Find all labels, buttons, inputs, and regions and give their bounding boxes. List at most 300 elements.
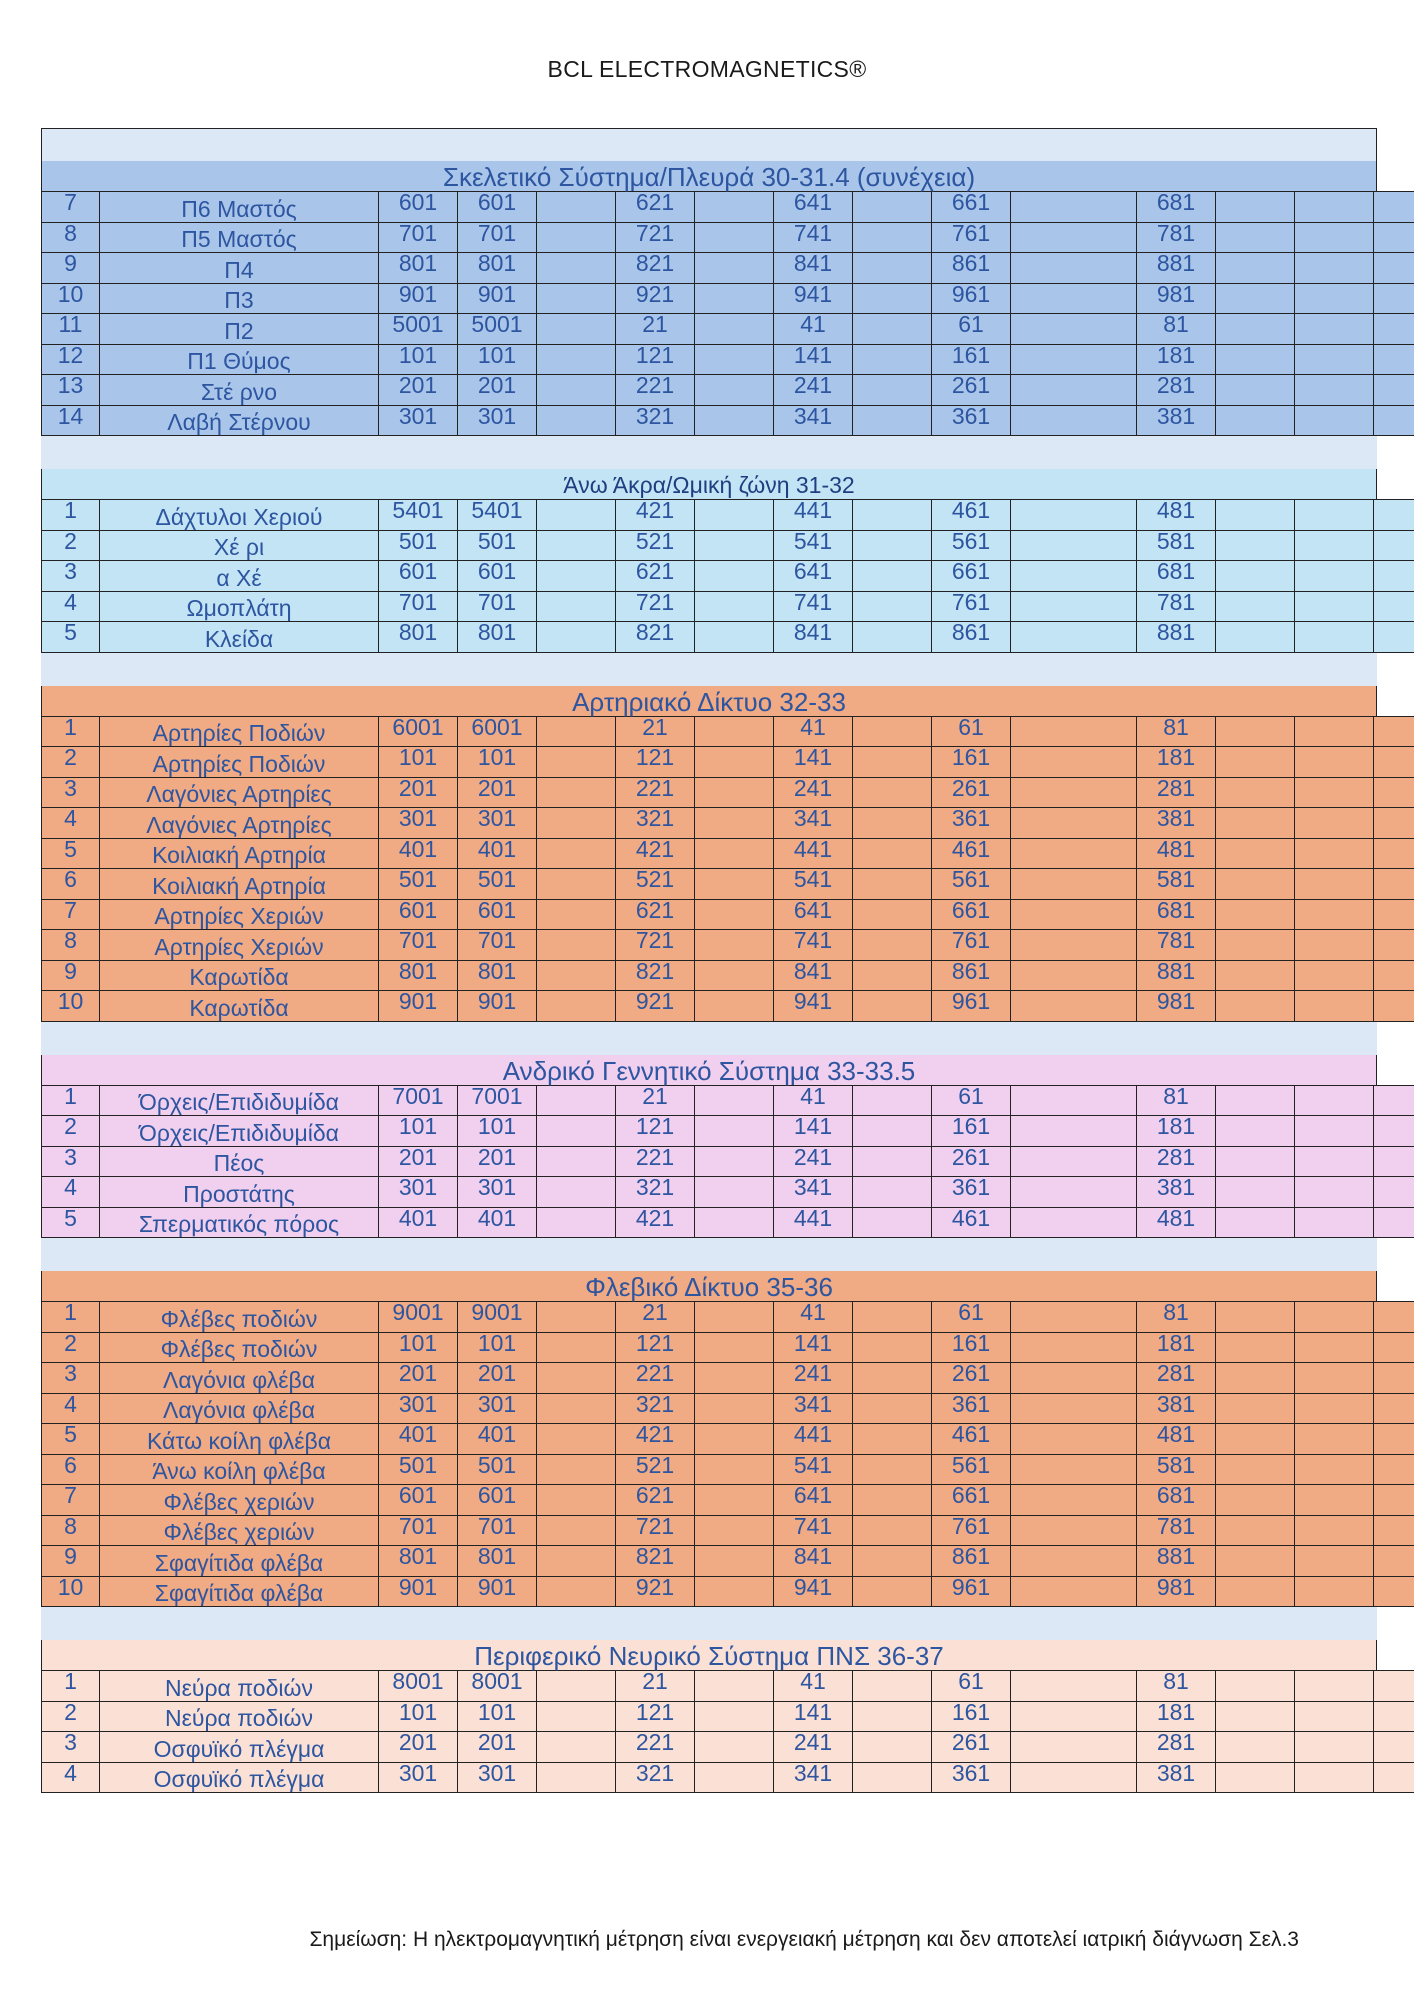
empty-cell (1011, 960, 1137, 991)
empty-cell (1216, 500, 1295, 531)
value-cell: 501 (379, 530, 458, 561)
footer-note: Σημείωση: Η ηλεκτρομαγνητική μέτρηση είναι ενεργειακή μέτρηση και δεν αποτελεί ιατρική διάγνωση Σελ.3 (309, 1928, 1299, 1951)
value-cell: 301 (379, 1177, 458, 1208)
value-cell: 441 (774, 838, 853, 869)
value-cell: 121 (616, 1332, 695, 1363)
empty-cell (1216, 838, 1295, 869)
value-cell: 341 (774, 808, 853, 839)
value-cell: 141 (774, 1701, 853, 1732)
value-cell: 581 (1137, 530, 1216, 561)
value-cell: 701 (458, 930, 537, 961)
value-cell: 921 (616, 1576, 695, 1607)
empty-cell (1374, 808, 1414, 839)
empty-cell (1295, 1701, 1374, 1732)
value-cell: 341 (774, 1177, 853, 1208)
empty-cell (1295, 1576, 1374, 1607)
empty-cell (1295, 222, 1374, 253)
value-cell: 701 (379, 591, 458, 622)
value-cell: 901 (458, 991, 537, 1022)
empty-cell (853, 1363, 932, 1394)
row-number: 9 (42, 253, 100, 284)
organ-name: Χέ ρι (100, 530, 379, 561)
value-cell: 281 (1137, 1363, 1216, 1394)
section-spacer (41, 436, 1377, 469)
empty-cell (853, 808, 932, 839)
value-cell: 601 (458, 899, 537, 930)
value-cell: 801 (458, 622, 537, 653)
empty-cell (1216, 716, 1295, 747)
empty-cell (1011, 1546, 1137, 1577)
value-cell: 781 (1137, 591, 1216, 622)
row-number: 3 (42, 777, 100, 808)
empty-cell (1295, 808, 1374, 839)
empty-cell (1374, 222, 1414, 253)
value-cell: 701 (379, 1515, 458, 1546)
empty-cell (537, 899, 616, 930)
empty-cell (1011, 1576, 1137, 1607)
value-cell: 121 (616, 747, 695, 778)
empty-cell (537, 1454, 616, 1485)
value-cell: 521 (616, 869, 695, 900)
empty-cell (695, 960, 774, 991)
value-cell: 701 (458, 1515, 537, 1546)
empty-cell (853, 192, 932, 223)
value-cell: 321 (616, 1762, 695, 1793)
empty-cell (695, 1576, 774, 1607)
empty-cell (1216, 991, 1295, 1022)
value-cell: 461 (932, 1207, 1011, 1238)
empty-cell (1374, 1146, 1414, 1177)
empty-cell (1011, 1393, 1137, 1424)
empty-cell (537, 1424, 616, 1455)
empty-cell (695, 747, 774, 778)
value-cell: 481 (1137, 1207, 1216, 1238)
row-number: 5 (42, 1424, 100, 1455)
value-cell: 521 (616, 530, 695, 561)
empty-cell (695, 1454, 774, 1485)
value-cell: 981 (1137, 991, 1216, 1022)
table-row (42, 1146, 1414, 1177)
empty-cell (1295, 1146, 1374, 1177)
table-row (42, 500, 1414, 531)
organ-name: Λαβή Στέρνου (100, 405, 379, 436)
value-cell: 861 (932, 622, 1011, 653)
value-cell: 261 (932, 777, 1011, 808)
value-cell: 401 (458, 838, 537, 869)
value-cell: 921 (616, 991, 695, 1022)
empty-cell (1216, 1393, 1295, 1424)
value-cell: 201 (379, 375, 458, 406)
row-number: 2 (42, 747, 100, 778)
value-cell: 721 (616, 591, 695, 622)
empty-cell (1216, 1485, 1295, 1516)
section-title: Άνω Άκρα/Ωμική ζώνη 31-32 (41, 469, 1377, 499)
empty-cell (1295, 1363, 1374, 1394)
organ-name: Οσφυϊκό πλέγμα (100, 1732, 379, 1763)
row-number: 3 (42, 1363, 100, 1394)
value-cell: 761 (932, 591, 1011, 622)
empty-cell (1216, 192, 1295, 223)
empty-cell (1216, 1762, 1295, 1793)
row-number: 4 (42, 1177, 100, 1208)
value-cell: 301 (458, 405, 537, 436)
value-cell: 581 (1137, 869, 1216, 900)
organ-name: Π2 (100, 314, 379, 345)
row-number: 8 (42, 222, 100, 253)
empty-cell (1374, 1363, 1414, 1394)
value-cell: 281 (1137, 375, 1216, 406)
value-cell: 5001 (379, 314, 458, 345)
value-cell: 161 (932, 344, 1011, 375)
empty-cell (1295, 930, 1374, 961)
value-cell: 61 (932, 314, 1011, 345)
empty-cell (1374, 344, 1414, 375)
empty-cell (537, 930, 616, 961)
organ-name: Πέος (100, 1146, 379, 1177)
value-cell: 161 (932, 1332, 1011, 1363)
empty-cell (853, 747, 932, 778)
empty-cell (695, 930, 774, 961)
row-number: 5 (42, 622, 100, 653)
empty-cell (1295, 591, 1374, 622)
value-cell: 181 (1137, 1332, 1216, 1363)
value-cell: 881 (1137, 622, 1216, 653)
value-cell: 501 (458, 530, 537, 561)
value-cell: 21 (616, 314, 695, 345)
empty-cell (1011, 375, 1137, 406)
table-row (42, 222, 1414, 253)
table-row (42, 1207, 1414, 1238)
row-number: 1 (42, 716, 100, 747)
value-cell: 601 (379, 899, 458, 930)
value-cell: 8001 (379, 1671, 458, 1702)
empty-cell (1011, 344, 1137, 375)
empty-cell (537, 1116, 616, 1147)
empty-cell (853, 1671, 932, 1702)
empty-cell (1216, 1332, 1295, 1363)
value-cell: 101 (379, 1332, 458, 1363)
value-cell: 841 (774, 622, 853, 653)
value-cell: 561 (932, 530, 1011, 561)
empty-cell (1374, 1177, 1414, 1208)
section-table (41, 499, 1414, 653)
empty-cell (695, 808, 774, 839)
empty-cell (1011, 777, 1137, 808)
organ-name: Ωμοπλάτη (100, 591, 379, 622)
value-cell: 161 (932, 1116, 1011, 1147)
empty-cell (1295, 405, 1374, 436)
value-cell: 981 (1137, 1576, 1216, 1607)
empty-cell (853, 500, 932, 531)
value-cell: 801 (458, 960, 537, 991)
empty-cell (695, 1485, 774, 1516)
value-cell: 801 (379, 622, 458, 653)
organ-name: Οσφυϊκό πλέγμα (100, 1762, 379, 1793)
empty-cell (853, 1116, 932, 1147)
empty-cell (1374, 1393, 1414, 1424)
value-cell: 21 (616, 716, 695, 747)
empty-cell (695, 1116, 774, 1147)
value-cell: 281 (1137, 777, 1216, 808)
empty-cell (1295, 1485, 1374, 1516)
empty-cell (1216, 1454, 1295, 1485)
empty-cell (853, 1546, 932, 1577)
table-row (42, 622, 1414, 653)
empty-cell (1011, 1762, 1137, 1793)
empty-cell (1011, 253, 1137, 284)
row-number: 5 (42, 1207, 100, 1238)
table-row (42, 1363, 1414, 1394)
value-cell: 161 (932, 1701, 1011, 1732)
table-row (42, 1546, 1414, 1577)
value-cell: 101 (379, 747, 458, 778)
table-row (42, 530, 1414, 561)
value-cell: 101 (458, 1116, 537, 1147)
empty-cell (1011, 1085, 1137, 1116)
value-cell: 141 (774, 1116, 853, 1147)
value-cell: 301 (379, 1393, 458, 1424)
value-cell: 201 (379, 777, 458, 808)
empty-cell (1295, 192, 1374, 223)
empty-cell (695, 192, 774, 223)
value-cell: 661 (932, 899, 1011, 930)
empty-cell (537, 253, 616, 284)
value-cell: 861 (932, 1546, 1011, 1577)
value-cell: 241 (774, 777, 853, 808)
empty-cell (1011, 283, 1137, 314)
empty-cell (853, 838, 932, 869)
empty-cell (1216, 1146, 1295, 1177)
empty-cell (1295, 716, 1374, 747)
empty-cell (1374, 1762, 1414, 1793)
value-cell: 201 (458, 375, 537, 406)
empty-cell (1216, 1671, 1295, 1702)
row-number: 8 (42, 1515, 100, 1546)
empty-cell (1216, 1177, 1295, 1208)
empty-cell (1216, 561, 1295, 592)
empty-cell (1374, 314, 1414, 345)
empty-cell (1295, 1454, 1374, 1485)
row-number: 4 (42, 1762, 100, 1793)
value-cell: 761 (932, 222, 1011, 253)
empty-cell (1011, 1424, 1137, 1455)
row-number: 12 (42, 344, 100, 375)
empty-cell (1011, 1116, 1137, 1147)
empty-cell (1011, 716, 1137, 747)
value-cell: 101 (379, 1701, 458, 1732)
empty-cell (695, 1762, 774, 1793)
table-row (42, 747, 1414, 778)
empty-cell (1216, 1302, 1295, 1333)
empty-cell (1295, 777, 1374, 808)
value-cell: 801 (379, 1546, 458, 1577)
table-row (42, 1302, 1414, 1333)
value-cell: 61 (932, 1302, 1011, 1333)
empty-cell (1295, 1671, 1374, 1702)
empty-cell (1374, 1546, 1414, 1577)
page-title: BCL ELECTROMAGNETICS® (547, 56, 867, 82)
organ-name: Όρχεις/Επιδιδυμίδα (100, 1116, 379, 1147)
value-cell: 641 (774, 1485, 853, 1516)
table-row (42, 777, 1414, 808)
empty-cell (853, 1701, 932, 1732)
empty-cell (537, 1332, 616, 1363)
value-cell: 721 (616, 930, 695, 961)
empty-cell (853, 1146, 932, 1177)
row-number: 3 (42, 1146, 100, 1177)
empty-cell (853, 960, 932, 991)
empty-cell (537, 192, 616, 223)
section-title: Σκελετικό Σύστημα/Πλευρά 30-31.4 (συνέχεια) (41, 161, 1377, 191)
value-cell: 541 (774, 1454, 853, 1485)
empty-cell (853, 375, 932, 406)
empty-cell (537, 869, 616, 900)
value-cell: 821 (616, 253, 695, 284)
value-cell: 181 (1137, 1116, 1216, 1147)
value-cell: 301 (458, 808, 537, 839)
row-number: 4 (42, 1393, 100, 1424)
empty-cell (695, 222, 774, 253)
value-cell: 901 (458, 1576, 537, 1607)
row-number: 7 (42, 1485, 100, 1516)
empty-cell (695, 1424, 774, 1455)
empty-cell (537, 1393, 616, 1424)
value-cell: 401 (458, 1424, 537, 1455)
table-row (42, 838, 1414, 869)
value-cell: 381 (1137, 405, 1216, 436)
organ-name: Καρωτίδα (100, 960, 379, 991)
empty-cell (853, 930, 932, 961)
value-cell: 81 (1137, 1671, 1216, 1702)
empty-cell (1216, 1546, 1295, 1577)
organ-name: Π1 Θύμος (100, 344, 379, 375)
empty-cell (1374, 622, 1414, 653)
table-row (42, 1576, 1414, 1607)
value-cell: 141 (774, 1332, 853, 1363)
empty-cell (537, 838, 616, 869)
empty-cell (695, 375, 774, 406)
empty-cell (537, 960, 616, 991)
empty-cell (537, 283, 616, 314)
empty-cell (1011, 930, 1137, 961)
table-row (42, 375, 1414, 406)
organ-name: Νεύρα ποδιών (100, 1701, 379, 1732)
table-row (42, 869, 1414, 900)
empty-cell (537, 375, 616, 406)
empty-cell (1216, 314, 1295, 345)
value-cell: 221 (616, 375, 695, 406)
empty-cell (853, 1393, 932, 1424)
value-cell: 361 (932, 1177, 1011, 1208)
empty-cell (1374, 991, 1414, 1022)
value-cell: 681 (1137, 1485, 1216, 1516)
table-row (42, 1515, 1414, 1546)
empty-cell (1216, 1363, 1295, 1394)
value-cell: 621 (616, 561, 695, 592)
empty-cell (1011, 1207, 1137, 1238)
value-cell: 681 (1137, 561, 1216, 592)
empty-cell (853, 1576, 932, 1607)
empty-cell (695, 777, 774, 808)
value-cell: 681 (1137, 192, 1216, 223)
value-cell: 961 (932, 1576, 1011, 1607)
value-cell: 401 (379, 1424, 458, 1455)
empty-cell (1295, 1302, 1374, 1333)
table-row (42, 1332, 1414, 1363)
empty-cell (695, 1732, 774, 1763)
value-cell: 821 (616, 1546, 695, 1577)
empty-cell (695, 530, 774, 561)
value-cell: 261 (932, 375, 1011, 406)
empty-cell (695, 314, 774, 345)
empty-cell (1216, 777, 1295, 808)
value-cell: 81 (1137, 1302, 1216, 1333)
empty-cell (1216, 747, 1295, 778)
empty-cell (537, 530, 616, 561)
empty-cell (1295, 622, 1374, 653)
organ-name: Κοιλιακή Αρτηρία (100, 838, 379, 869)
value-cell: 941 (774, 991, 853, 1022)
row-number: 11 (42, 314, 100, 345)
empty-cell (537, 1732, 616, 1763)
value-cell: 261 (932, 1363, 1011, 1394)
value-cell: 841 (774, 1546, 853, 1577)
table-row (42, 405, 1414, 436)
empty-cell (1011, 222, 1137, 253)
empty-cell (1374, 530, 1414, 561)
empty-cell (695, 405, 774, 436)
row-number: 14 (42, 405, 100, 436)
organ-name: Λαγόνιες Αρτηρίες (100, 808, 379, 839)
empty-cell (537, 622, 616, 653)
section-table (41, 191, 1414, 436)
table-row (42, 960, 1414, 991)
empty-cell (1374, 838, 1414, 869)
row-number: 2 (42, 1332, 100, 1363)
value-cell: 201 (458, 777, 537, 808)
empty-cell (537, 1177, 616, 1208)
empty-cell (695, 1701, 774, 1732)
row-number: 10 (42, 991, 100, 1022)
empty-cell (1374, 405, 1414, 436)
empty-cell (853, 1732, 932, 1763)
empty-cell (537, 1302, 616, 1333)
value-cell: 461 (932, 838, 1011, 869)
value-cell: 381 (1137, 1177, 1216, 1208)
value-cell: 8001 (458, 1671, 537, 1702)
section-spacer (41, 1607, 1377, 1640)
empty-cell (1216, 344, 1295, 375)
organ-name: Σφαγίτιδα φλέβα (100, 1546, 379, 1577)
value-cell: 141 (774, 747, 853, 778)
value-cell: 301 (379, 1762, 458, 1793)
organ-name: Λαγόνια φλέβα (100, 1363, 379, 1394)
organ-name: Όρχεις/Επιδιδυμίδα (100, 1085, 379, 1116)
empty-cell (695, 253, 774, 284)
row-number: 9 (42, 960, 100, 991)
empty-cell (1011, 561, 1137, 592)
value-cell: 341 (774, 1393, 853, 1424)
empty-cell (1374, 1671, 1414, 1702)
empty-cell (695, 591, 774, 622)
empty-cell (1374, 1085, 1414, 1116)
empty-cell (1374, 500, 1414, 531)
empty-cell (1374, 869, 1414, 900)
value-cell: 721 (616, 222, 695, 253)
table-row (42, 1085, 1414, 1116)
empty-cell (1216, 530, 1295, 561)
value-cell: 501 (379, 869, 458, 900)
